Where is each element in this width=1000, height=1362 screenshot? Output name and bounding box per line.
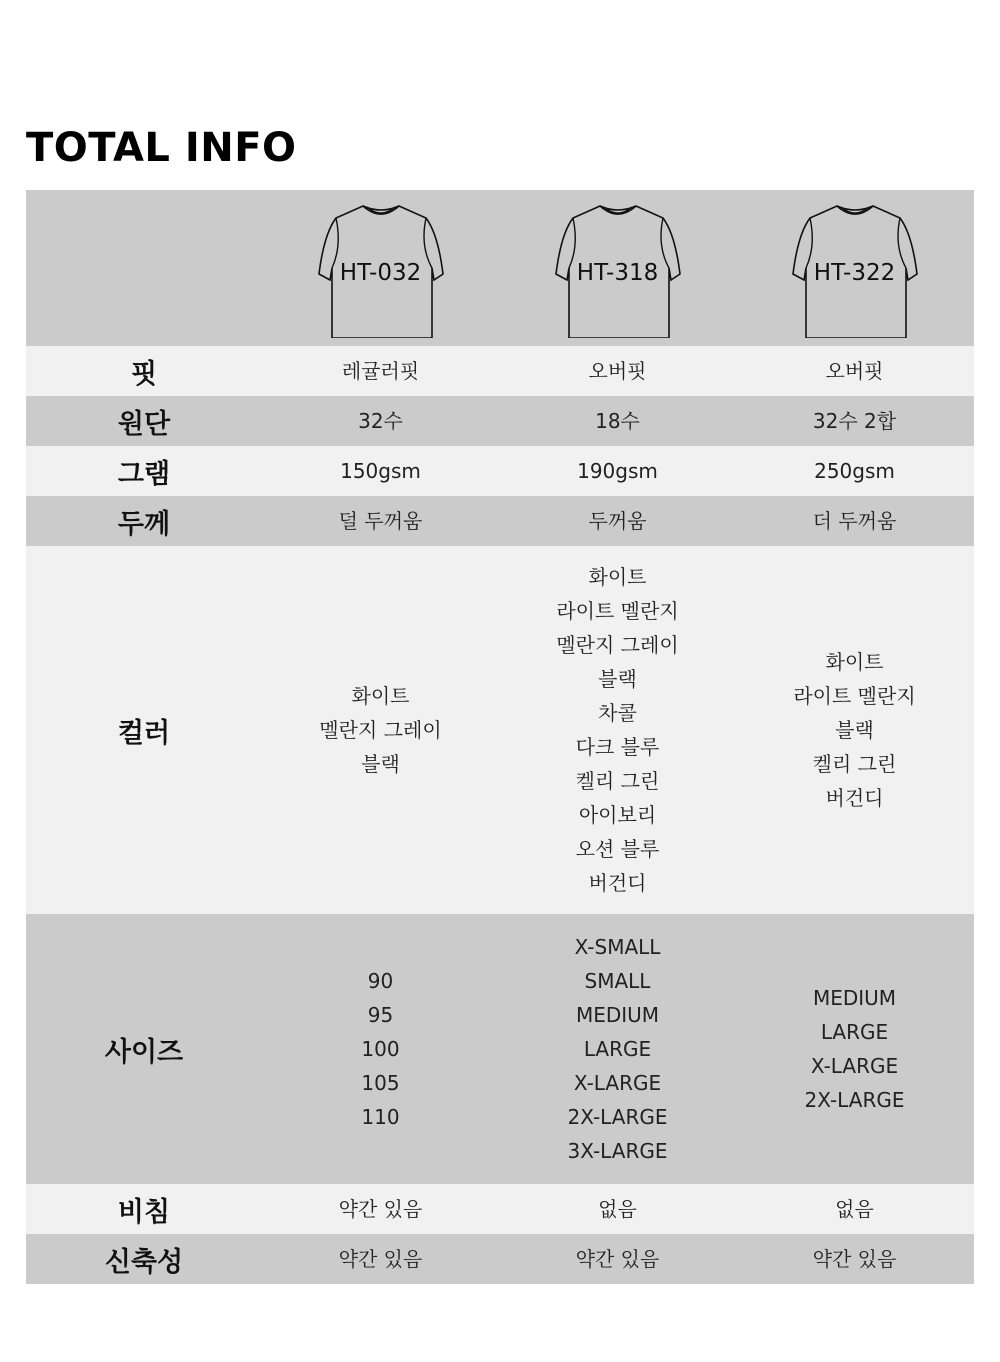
value-cell <box>499 1184 736 1234</box>
value-line: MEDIUM <box>812 986 897 1010</box>
value-line: 멜란지 그레이 <box>556 633 679 657</box>
value-line: LARGE <box>820 1020 889 1044</box>
row-label: 비침 <box>117 1196 171 1228</box>
value-line: 110 <box>361 1105 400 1129</box>
value-line: 2X-LARGE <box>567 1105 668 1129</box>
value-cell <box>499 914 736 1184</box>
value-line: LARGE <box>583 1037 652 1061</box>
value-cell <box>262 496 499 546</box>
value-cell <box>499 1234 736 1284</box>
value-line: 켈리 그린 <box>812 752 897 776</box>
value-cell <box>262 546 499 914</box>
value-line: 차콜 <box>598 701 637 725</box>
value-cell <box>736 446 973 496</box>
value-line: 라이트 멜란지 <box>793 684 916 708</box>
row-label: 컬러 <box>117 717 171 749</box>
product-code: HT-322 <box>813 260 896 286</box>
spec-rows <box>26 346 974 1284</box>
row-label: 두께 <box>117 508 171 540</box>
row-label: 사이즈 <box>104 1036 184 1068</box>
value-line: X-LARGE <box>573 1071 662 1095</box>
value-cell <box>736 1234 973 1284</box>
row-label: 신축성 <box>104 1246 184 1278</box>
value-line: 오션 블루 <box>575 837 660 861</box>
value-cell <box>736 496 973 546</box>
value-line: 레귤러핏 <box>341 359 420 383</box>
value-line: 3X-LARGE <box>567 1139 668 1163</box>
value-line: 화이트 <box>588 565 647 589</box>
spec-row <box>26 914 974 1184</box>
value-line: 켈리 그린 <box>575 769 660 793</box>
value-line: 150gsm <box>340 459 421 483</box>
tshirt-icon <box>316 198 446 338</box>
value-cell <box>262 914 499 1184</box>
value-line: 블랙 <box>361 752 400 776</box>
value-cell <box>262 396 499 446</box>
value-line: 아이보리 <box>578 803 657 827</box>
spec-row <box>26 546 974 914</box>
value-line: 2X-LARGE <box>804 1088 905 1112</box>
value-line: 90 <box>367 969 394 993</box>
value-cell <box>736 396 973 446</box>
spec-row <box>26 1234 974 1284</box>
value-cell <box>499 396 736 446</box>
value-line: 95 <box>367 1003 394 1027</box>
value-cell <box>262 1184 499 1234</box>
value-line: 105 <box>361 1071 400 1095</box>
product-code: HT-318 <box>576 260 659 286</box>
value-cell <box>262 346 499 396</box>
value-line: 오버핏 <box>588 359 647 383</box>
value-line: 버건디 <box>825 786 884 810</box>
value-line: 250gsm <box>814 459 895 483</box>
value-cell <box>499 496 736 546</box>
value-line: 18수 <box>595 409 640 433</box>
value-line: 버건디 <box>588 871 647 895</box>
spec-row <box>26 496 974 546</box>
value-line: 다크 블루 <box>575 735 660 759</box>
spec-row <box>26 346 974 396</box>
value-line: 없음 <box>835 1197 874 1221</box>
value-line: 라이트 멜란지 <box>556 599 679 623</box>
value-cell <box>262 1234 499 1284</box>
product-code: HT-032 <box>339 260 422 286</box>
value-cell <box>499 346 736 396</box>
value-cell <box>736 1184 973 1234</box>
value-cell <box>736 546 973 914</box>
value-line: 오버핏 <box>825 359 884 383</box>
value-line: X-SMALL <box>574 935 661 959</box>
value-cell <box>736 346 973 396</box>
row-label: 핏 <box>130 358 158 390</box>
value-line: 약간 있음 <box>338 1197 423 1221</box>
value-line: 약간 있음 <box>338 1247 423 1271</box>
value-line: 두꺼움 <box>588 509 647 533</box>
product-column-1 <box>262 190 499 346</box>
value-line: 약간 있음 <box>575 1247 660 1271</box>
value-line: 약간 있음 <box>812 1247 897 1271</box>
value-cell <box>499 546 736 914</box>
value-cell <box>262 446 499 496</box>
product-column-3 <box>736 190 973 346</box>
value-line: 블랙 <box>835 718 874 742</box>
row-label: 원단 <box>117 408 171 440</box>
value-line: 없음 <box>598 1197 637 1221</box>
value-line: SMALL <box>584 969 651 993</box>
value-line: 32수 2합 <box>812 409 897 433</box>
tshirt-icon <box>553 198 683 338</box>
value-line: 32수 <box>358 409 403 433</box>
row-label: 그램 <box>117 458 171 490</box>
value-line: 화이트 <box>351 684 410 708</box>
value-line: 멜란지 그레이 <box>319 718 442 742</box>
tshirt-icon <box>790 198 920 338</box>
value-line: MEDIUM <box>575 1003 660 1027</box>
spec-row <box>26 1184 974 1234</box>
page-title: TOTAL INFO <box>26 125 297 171</box>
value-line: 덜 두꺼움 <box>338 509 423 533</box>
product-header-row <box>26 190 974 346</box>
value-line: 190gsm <box>577 459 658 483</box>
spec-row <box>26 446 974 496</box>
product-column-2 <box>499 190 736 346</box>
value-line: 화이트 <box>825 650 884 674</box>
spec-table <box>26 190 974 1284</box>
value-line: 100 <box>361 1037 400 1061</box>
value-cell <box>736 914 973 1184</box>
value-line: 더 두꺼움 <box>812 509 897 533</box>
value-line: X-LARGE <box>810 1054 899 1078</box>
value-line: 블랙 <box>598 667 637 691</box>
value-cell <box>499 446 736 496</box>
spec-row <box>26 396 974 446</box>
header-empty-cell <box>26 190 262 346</box>
